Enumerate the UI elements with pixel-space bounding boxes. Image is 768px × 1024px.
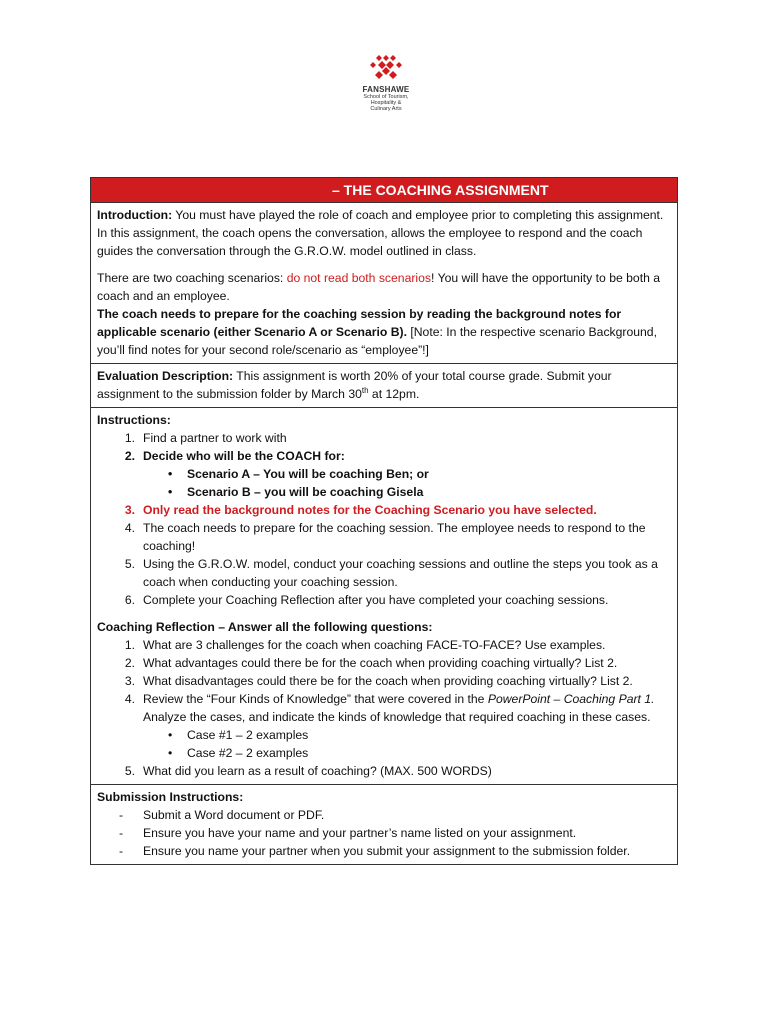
- intro-p2-a: There are two coaching scenarios:: [97, 271, 287, 285]
- list-item: 2. Decide who will be the COACH for:: [124, 449, 345, 463]
- list-item: - Ensure you have your name and your partner’s name listed on your assignment.: [119, 826, 577, 840]
- bullet-icon: •: [168, 746, 173, 760]
- intro-label: Introduction:: [97, 208, 173, 222]
- submission-label: Submission Instructions:: [97, 790, 244, 804]
- assignment-title: – THE COACHING ASSIGNMENT: [91, 178, 677, 203]
- evaluation-text-end: at 12pm.: [368, 387, 420, 401]
- list-item: 1. What are 3 challenges for the coach when coaching FACE-TO-FACE? Use examples.: [124, 638, 606, 652]
- logo-sub-1: School of Tourism,: [363, 94, 409, 100]
- logo-sub-3: Culinary Arts: [370, 106, 402, 112]
- bullet-item: • Case #1 – 2 examples: [168, 728, 309, 742]
- bullet-icon: •: [168, 467, 173, 481]
- list-item: 4. The coach needs to prepare for the coaching session. The employee needs to respond to the coaching!: [124, 521, 646, 553]
- evaluation-label: Evaluation Description:: [97, 369, 234, 383]
- dash-icon: -: [119, 826, 124, 840]
- intro-p3-bold: The coach needs to prepare for the coaching session by reading the background notes for applicable scenario (either Scenario A or Scenario B).: [97, 307, 622, 339]
- list-item: 1. Find a partner to work with: [124, 431, 287, 445]
- fanshawe-logo: [355, 52, 417, 112]
- list-item: 3. What disadvantages could there be for the coach when providing coaching virtually? List 2.: [124, 674, 633, 688]
- dash-icon: -: [119, 808, 124, 822]
- fanshawe-emblem-icon: [369, 52, 403, 84]
- evaluation-sup: th: [361, 385, 369, 395]
- intro-note: In the respective scenario Background, you’ll find notes for your second role/scenario as “employee”!]: [97, 325, 657, 357]
- list-item: 5. What did you learn as a result of coaching? (MAX. 500 WORDS): [124, 764, 492, 778]
- dash-icon: -: [119, 844, 124, 858]
- intro-p2-b: ! You will have the opportunity to be both a coach and an employee.: [97, 271, 661, 303]
- list-item: 4. Review the “Four Kinds of Knowledge” that were covered in the PowerPoint – Coaching Part 1. Analyze the cases, and indicate the kinds of knowledge that required coaching in these cases.: [124, 692, 655, 724]
- bullet-icon: •: [168, 728, 173, 742]
- instructions-label: Instructions:: [97, 413, 171, 427]
- intro-text: You must have played the role of coach and employee prior to completing this assignment. In this assignment, the coach opens the conversation, allows the employee to respond and the coach guides the conversation through the G.R.O.W. model outlined in class.: [97, 208, 664, 258]
- intro-note-open: [Note:: [406, 325, 443, 339]
- logo-brand: FANSHAWE: [362, 85, 410, 94]
- list-item: 3. Only read the background notes for the Coaching Scenario you have selected.: [124, 503, 597, 517]
- evaluation-text: This assignment is worth 20% of your total course grade. Submit your assignment to the submission folder by March 30: [97, 369, 612, 401]
- intro-p2-warning: do not read both scenarios: [286, 271, 432, 285]
- submission-section: [91, 785, 677, 864]
- bullet-item: • Case #2 – 2 examples: [168, 746, 309, 760]
- assignment-table: [90, 177, 678, 865]
- bullet-item: • Scenario B – you will be coaching Gisela: [168, 485, 424, 499]
- list-item: 2. What advantages could there be for the coach when providing coaching virtually? List 2.: [124, 656, 618, 670]
- list-item: - Submit a Word document or PDF.: [119, 808, 325, 822]
- reflection-label: Coaching Reflection – Answer all the following questions:: [97, 620, 433, 634]
- instructions-section: [91, 408, 677, 785]
- logo-sub-2: Hospitality &: [370, 100, 402, 106]
- bullet-item: • Scenario A – You will be coaching Ben; or: [168, 467, 429, 481]
- introduction-section: [91, 203, 677, 364]
- bullet-icon: •: [168, 485, 173, 499]
- evaluation-section: [91, 364, 677, 408]
- list-item: 5. Using the G.R.O.W. model, conduct your coaching sessions and outline the steps you took as a coach when conducting your coaching session.: [124, 557, 658, 589]
- list-item: 6. Complete your Coaching Reflection after you have completed your coaching sessions.: [124, 593, 609, 607]
- list-item: - Ensure you name your partner when you submit your assignment to the submission folder.: [119, 844, 631, 858]
